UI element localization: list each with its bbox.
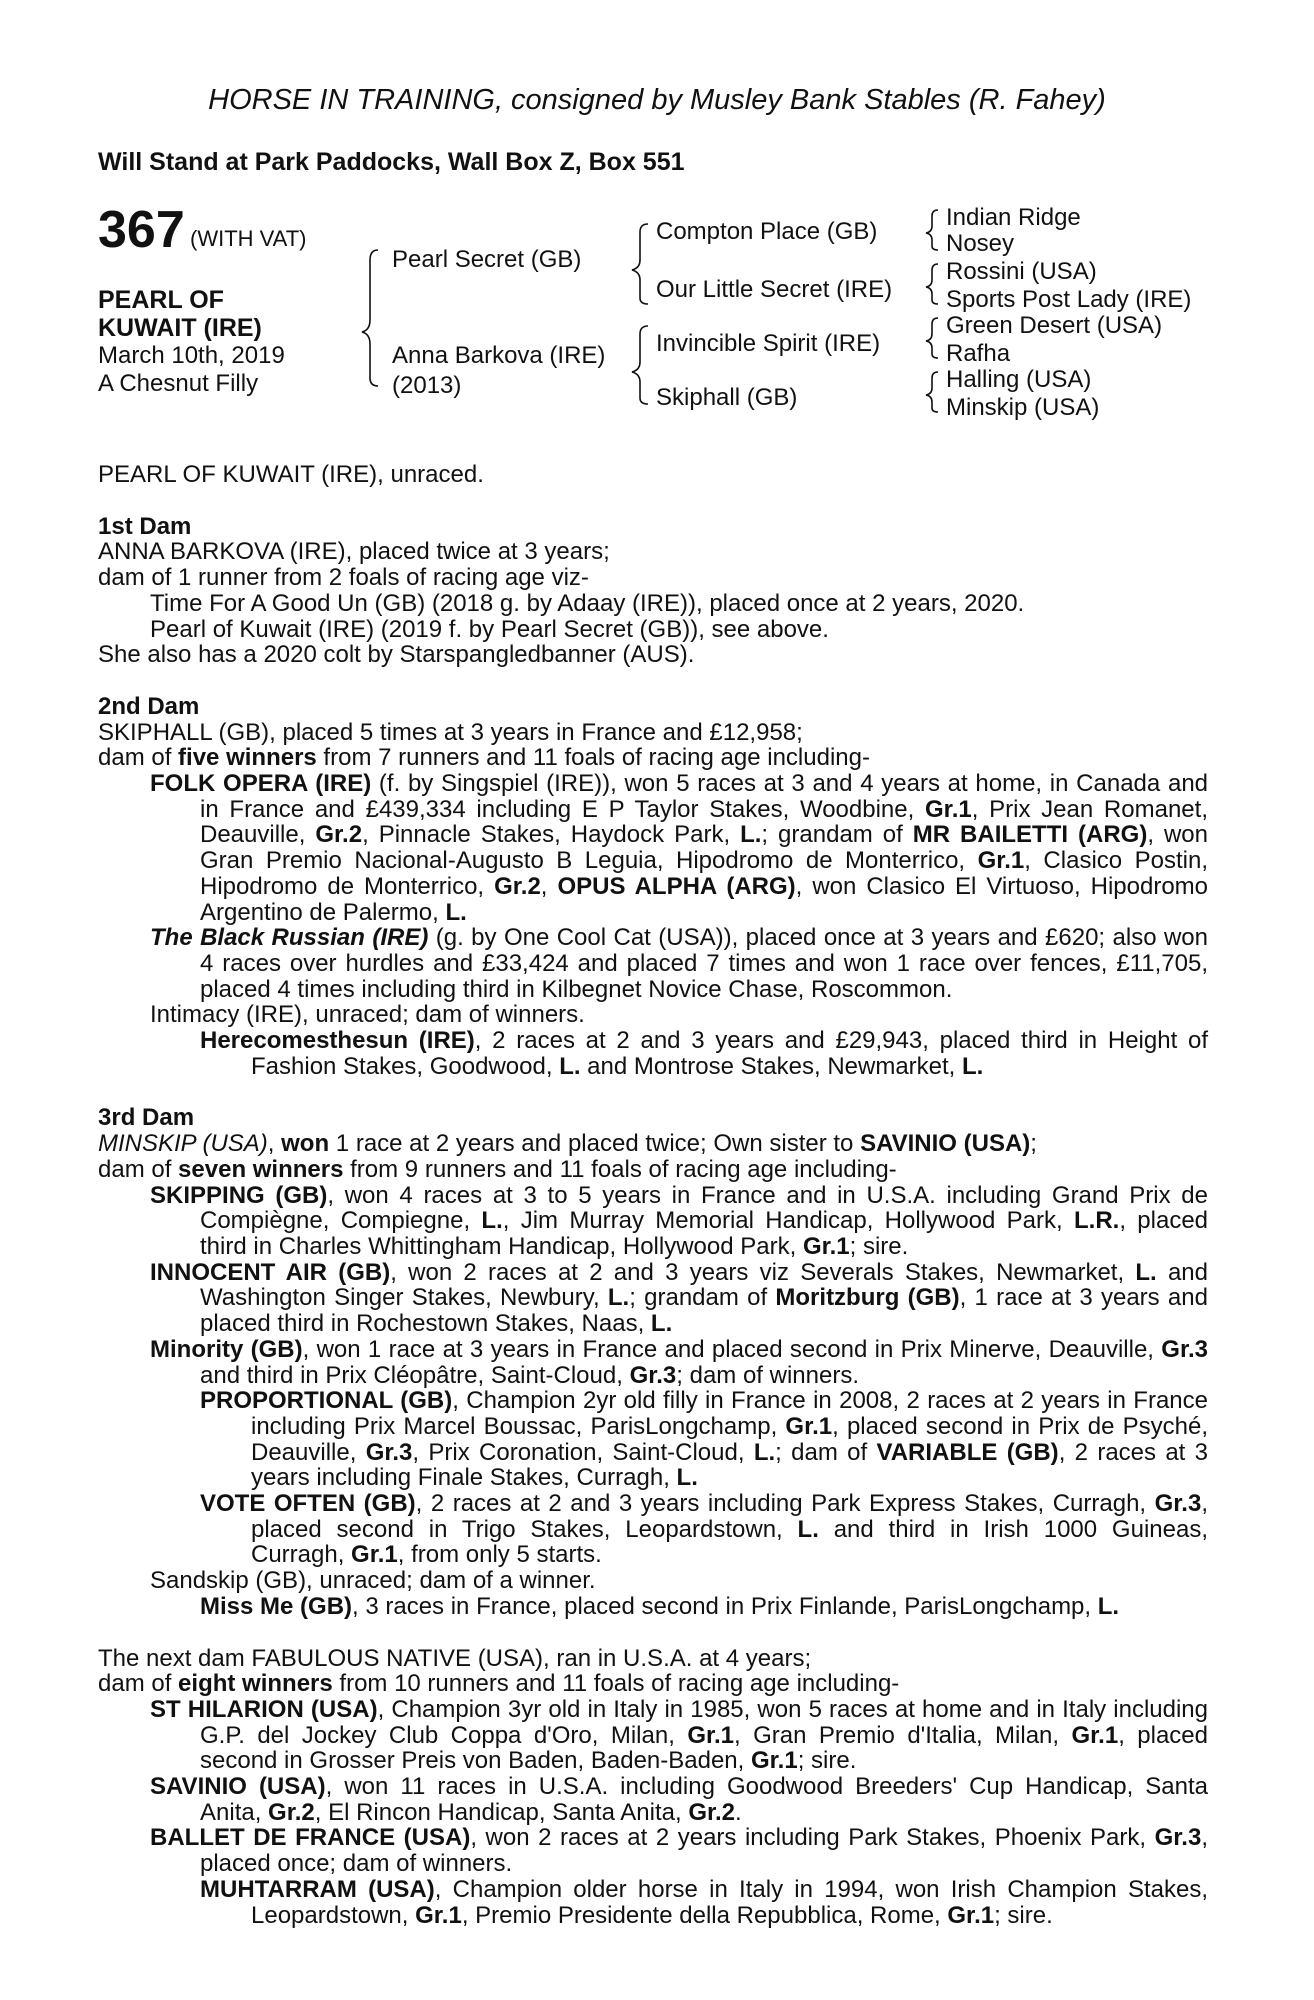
brace-dam <box>632 326 648 404</box>
progeny-miss-me: Miss Me (GB), 3 races in France, placed second in Prix Finlande, ParisLongchamp, L. <box>200 1592 1120 1620</box>
progeny-herecomesthesun: Herecomesthesun (IRE), 2 races at 2 and 3 years and £29,943, placed third in Height of Fashion Stakes, Goodwood, L. and Montrose Stakes, Newmarket, L. <box>200 1027 1208 1080</box>
pedigree-sdd: Sports Post Lady (IRE) <box>946 286 1192 313</box>
progeny-st-hilarion: ST HILARION (USA), Champion 3yr old in Italy in 1985, won 5 races at home and in Italy including G.P. del Jockey Club Coppa d'Oro, Milan, Gr.1, Gran Premio d'Italia, Milan, Gr.1, placed second in Grosser Preis von Baden, Baden-Baden, Gr.1; sire. <box>150 1695 1209 1775</box>
race-record <box>98 462 1208 1928</box>
progeny-folk-opera: FOLK OPERA (IRE) (f. by Singspiel (IRE)), won 5 races at 3 and 4 years at home, in Canada and in France and £439,334 including E P Taylor Stakes, Woodbine, Gr.1, Prix Jean Romanet, Deauville, Gr.2, Pinnacle Stakes, Haydock Park, L.; grandam of MR BAILETTI (ARG), won Gran Premio Nacional-Augusto B Leguia, Hipodromo de Monterrico, Gr.1, Clasico Postin, Hipodromo de Monterrico, Gr.2, OPUS ALPHA (ARG), won Clasico El Virtuoso, Hipodromo Argentino de Palermo, L. <box>150 770 1209 926</box>
lot-number: 367 <box>98 201 185 259</box>
pedigree-dam-dam: Skiphall (GB) <box>656 384 798 411</box>
dam2-line: dam of five winners from 7 runners and 11 foals of racing age including- <box>98 744 870 772</box>
progeny-black-russian: The Black Russian (IRE) (g. by One Cool Cat (USA)), placed once at 3 years and £620; also won 4 races over hurdles and £33,424 and placed 7 times and won 1 race over fences, £11,705, placed 4 times including third in Kilbegnet Novice Chase, Roscommon. <box>150 924 1208 1003</box>
dam2-line: SKIPHALL (GB), placed 5 times at 3 years in France and £12,958; <box>98 718 803 746</box>
progeny-intimacy: Intimacy (IRE), unraced; dam of winners. <box>150 1001 585 1029</box>
progeny-innocent-air: INNOCENT AIR (GB), won 2 races at 2 and 3 years viz Severals Stakes, Newmarket, L. and Washington Singer Stakes, Newbury, L.; grandam of Moritzburg (GB), 1 race at 3 years and placed third in Rochestown Stakes, Naas, L. <box>150 1258 1208 1338</box>
dam1-progeny: Pearl of Kuwait (IRE) (2019 f. by Pearl Secret (GB)), see above. <box>150 615 829 643</box>
brace-ss <box>926 210 938 250</box>
pedigree-sds: Rossini (USA) <box>946 258 1097 285</box>
unraced-line: PEARL OF KUWAIT (IRE), unraced. <box>98 461 484 488</box>
pedigree-dds: Halling (USA) <box>946 366 1092 393</box>
dam1-line: ANNA BARKOVA (IRE), placed twice at 3 years; <box>98 538 610 566</box>
foaling-date: March 10th, 2019 <box>98 342 285 369</box>
brace-ds <box>926 318 938 358</box>
dam3-line: dam of seven winners from 9 runners and 11 foals of racing age including- <box>98 1155 897 1183</box>
vat-note: (WITH VAT) <box>190 226 307 251</box>
dam3-line: MINSKIP (USA), won 1 race at 2 years and placed twice; Own sister to SAVINIO (USA); <box>98 1130 1037 1158</box>
progeny-muhtarram: MUHTARRAM (USA), Champion older horse in Italy in 1994, won Irish Champion Stakes, Leopardstown, Gr.1, Premio Presidente della Repubblica, Rome, Gr.1; sire. <box>200 1875 1208 1929</box>
pedigree-ddd: Minskip (USA) <box>946 394 1100 421</box>
horse-description: A Chesnut Filly <box>98 370 259 397</box>
horse-name-line2: KUWAIT (IRE) <box>98 314 262 342</box>
progeny-savinio: SAVINIO (USA), won 11 races in U.S.A. including Goodwood Breeders' Cup Handicap, Santa Anita, Gr.2, El Rincon Handicap, Santa Anita, Gr.2. <box>150 1773 1208 1826</box>
progeny-proportional: PROPORTIONAL (GB), Champion 2yr old filly in France in 2008, 2 races at 2 years in France including Prix Marcel Boussac, ParisLongchamp, Gr.1, placed second in Prix de Psyché, Deauville, Gr.3, Prix Coronation, Saint-Cloud, L.; dam of VARIABLE (GB), 2 races at 3 years including Finale Stakes, Curragh, L. <box>200 1387 1209 1492</box>
pedigree-sss: Indian Ridge <box>946 204 1081 231</box>
brace-sd <box>926 264 938 304</box>
progeny-sandskip: Sandskip (GB), unraced; dam of a winner. <box>150 1567 596 1595</box>
dam1-heading: 1st Dam <box>98 512 192 540</box>
dam1-line: She also has a 2020 colt by Starspangledbanner (AUS). <box>98 641 695 669</box>
next-dam-line: dam of eight winners from 10 runners and 11 foals of racing age including- <box>98 1670 900 1698</box>
pedigree-dam: Anna Barkova (IRE) <box>392 342 606 369</box>
pedigree-dam-sire: Invincible Spirit (IRE) <box>656 330 881 357</box>
progeny-vote-often: VOTE OFTEN (GB), 2 races at 2 and 3 years including Park Express Stakes, Curragh, Gr.3, placed second in Trigo Stakes, Leopardstown, L. and third in Irish 1000 Guineas, Curragh, Gr.1, from only 5 starts. <box>200 1490 1208 1569</box>
progeny-ballet-de-france: BALLET DE FRANCE (USA), won 2 races at 2 years including Park Stakes, Phoenix Park, Gr.3, placed once; dam of winners. <box>150 1824 1208 1878</box>
pedigree-ssd: Nosey <box>946 230 1015 257</box>
pedigree-sire-dam: Our Little Secret (IRE) <box>656 276 893 303</box>
progeny-skipping: SKIPPING (GB), won 4 races at 3 to 5 years in France and in U.S.A. including Grand Prix de Compiègne, Compiegne, L., Jim Murray Memorial Handicap, Hollywood Park, L.R., placed third in Charles Whittingham Handicap, Hollywood Park, Gr.1; sire. <box>150 1181 1209 1260</box>
brace-gen1 <box>362 250 378 386</box>
dam2-heading: 2nd Dam <box>98 692 200 720</box>
consignor-heading: HORSE IN TRAINING, consigned by Musley Bank Stables (R. Fahey) <box>208 84 1106 116</box>
next-dam-line: The next dam FABULOUS NATIVE (USA), ran in U.S.A. at 4 years; <box>98 1644 812 1672</box>
horse-name-line1: PEARL OF <box>98 286 224 314</box>
pedigree-dss: Green Desert (USA) <box>946 312 1163 339</box>
dam1-line: dam of 1 runner from 2 foals of racing age viz- <box>98 564 589 592</box>
pedigree-dsd: Rafha <box>946 340 1011 367</box>
progeny-minority: Minority (GB), won 1 race at 3 years in France and placed second in Prix Minerve, Deauville, Gr.3 and third in Prix Cléopâtre, Saint-Cloud, Gr.3; dam of winners. <box>150 1335 1208 1389</box>
stand-location: Will Stand at Park Paddocks, Wall Box Z, Box 551 <box>98 148 685 176</box>
brace-sire <box>632 224 648 304</box>
dam3-heading: 3rd Dam <box>98 1104 195 1132</box>
pedigree-sire: Pearl Secret (GB) <box>392 246 582 273</box>
pedigree-dam-year: (2013) <box>392 372 462 399</box>
brace-dd <box>926 372 938 412</box>
dam1-progeny: Time For A Good Un (GB) (2018 g. by Adaay (IRE)), placed once at 2 years, 2020. <box>150 589 1025 617</box>
pedigree-sire-sire: Compton Place (GB) <box>656 218 878 245</box>
